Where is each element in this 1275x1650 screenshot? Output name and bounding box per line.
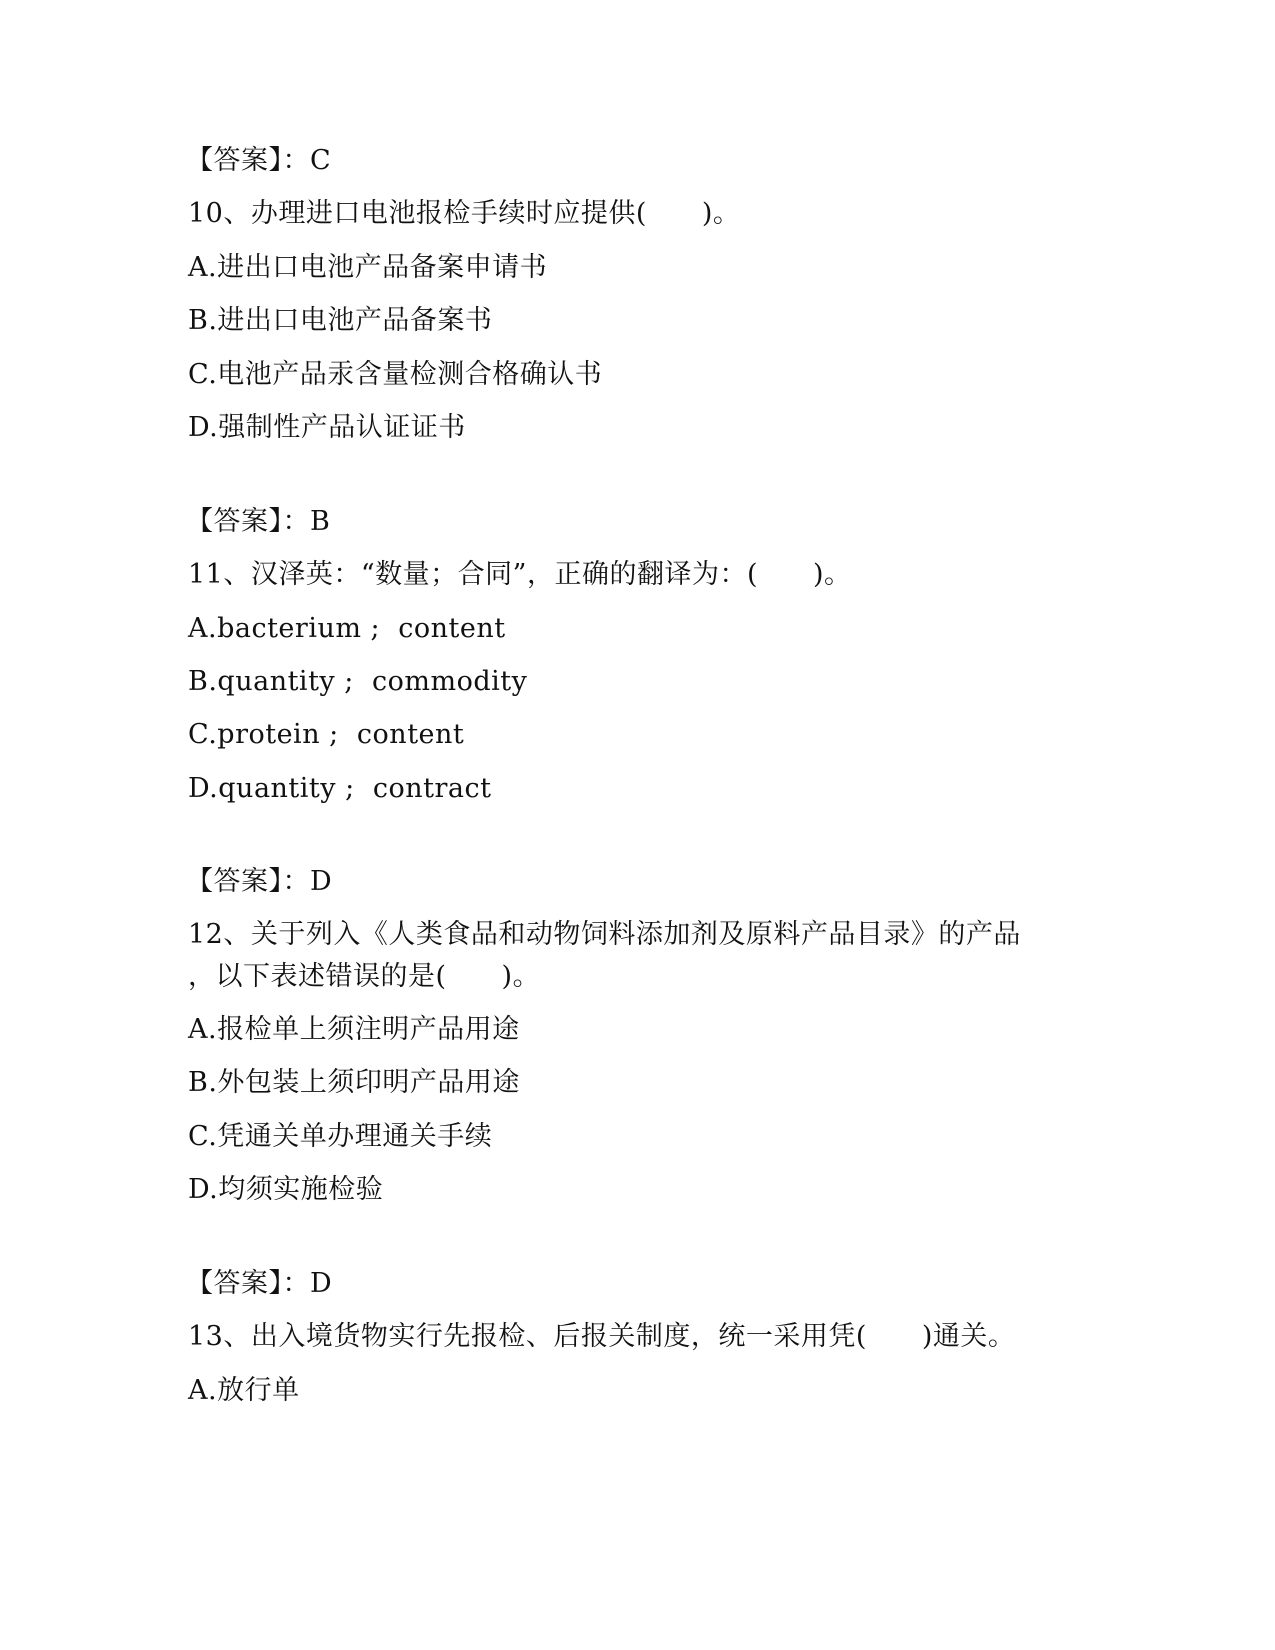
answer-label: 【答案】：D [186,1268,333,1299]
option-b: B.外包装上须印明产品用途 [188,1067,520,1098]
answer-label: 【答案】：D [186,866,333,897]
option-c: C.电池产品汞含量检测合格确认书 [188,359,603,390]
answer-label: 【答案】：C [186,145,332,176]
option-b: B.进出口电池产品备案书 [188,305,493,336]
option-d: D.quantity ; contract [188,773,492,804]
option-c: C.凭通关单办理通关手续 [188,1121,493,1152]
answer-label: 【答案】：B [186,506,331,537]
option-a: A.报检单上须注明产品用途 [188,1014,520,1045]
option-d: D.强制性产品认证证书 [188,412,466,443]
option-a: A.bacterium ; content [188,613,506,644]
question-11: 11、汉泽英：“数量；合同”，正确的翻译为：( )。 [188,559,852,590]
option-d: D.均须实施检验 [188,1174,384,1205]
question-13: 13、出入境货物实行先报检、后报关制度，统一采用凭( )通关。 [188,1321,1016,1352]
option-c: C.protein ; content [188,719,465,750]
option-a: A.放行单 [188,1375,300,1406]
question-12-continued: ，以下表述错误的是( )。 [188,961,541,992]
option-a: A.进出口电池产品备案申请书 [188,252,548,283]
option-b: B.quantity ; commodity [188,666,528,697]
question-10: 10、办理进口电池报检手续时应提供( )。 [188,198,741,229]
question-12: 12、关于列入《人类食品和动物饲料添加剂及原料产品目录》的产品 [188,919,1021,950]
